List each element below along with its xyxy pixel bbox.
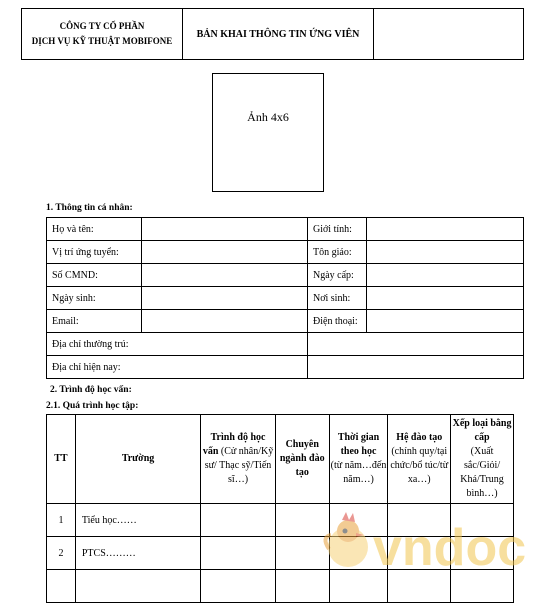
personal-info-table — [46, 217, 524, 379]
col-level-note: (Cử nhân/Kỹ sư/ Thạc sỹ/Tiến sĩ…) — [204, 446, 274, 485]
document-title: BẢN KHAI THÔNG TIN ỨNG VIÊN — [183, 9, 374, 60]
label-permanent-address: Địa chỉ thường trú: — [47, 333, 308, 356]
empty-cell — [201, 570, 276, 603]
level-cell[interactable] — [201, 504, 276, 537]
info-row — [47, 218, 524, 241]
col-degree-rank-note: (Xuất sắc/Giỏi/ Khá/Trung bình…) — [460, 446, 504, 499]
gender-field[interactable] — [367, 218, 524, 241]
email-field[interactable] — [142, 310, 308, 333]
row-number: 1 — [47, 504, 76, 537]
birth-place-field[interactable] — [367, 287, 524, 310]
col-time-note: (từ năm…đến năm…) — [330, 460, 387, 485]
label-issue-date: Ngày cấp: — [308, 264, 367, 287]
photo-box — [212, 73, 324, 192]
permanent-address-field[interactable] — [308, 333, 524, 356]
label-email: Email: — [47, 310, 142, 333]
label-full-name: Họ và tên: — [47, 218, 142, 241]
col-level-title: Trình độ học vấn — [202, 432, 266, 457]
col-training-type-title: Hệ đào tạo — [396, 432, 443, 443]
col-degree-rank-title: Xếp loại bằng cấp — [452, 418, 512, 443]
label-id-number: Số CMND: — [47, 264, 142, 287]
education-header-row — [47, 415, 514, 504]
photo-label: Ảnh 4x6 — [247, 110, 289, 124]
col-time — [329, 415, 388, 504]
col-training-type — [388, 415, 451, 504]
company-line-2: DỊCH VỤ KỸ THUẬT MOBIFONE — [31, 36, 173, 46]
level-cell[interactable] — [201, 537, 276, 570]
label-birth-place: Nơi sinh: — [308, 287, 367, 310]
watermark-text: vndoc — [373, 519, 527, 577]
col-time-title: Thời gian theo học — [337, 432, 380, 457]
vndoc-watermark-logo — [315, 507, 540, 577]
col-training-type-note: (chính quy/tại chức/bổ túc/từ xa…) — [390, 446, 449, 485]
section-education-heading: 2. Trình độ học vấn: — [50, 385, 132, 395]
company-name — [22, 9, 183, 60]
label-position: Vị trí ứng tuyển: — [47, 241, 142, 264]
position-field[interactable] — [142, 241, 308, 264]
company-line-1: CÔNG TY CỔ PHẦN — [59, 21, 145, 31]
religion-field[interactable] — [367, 241, 524, 264]
col-major: Chuyên ngành đào tạo — [275, 415, 329, 504]
issue-date-field[interactable] — [367, 264, 524, 287]
col-school: Trường — [75, 415, 200, 504]
section-personal-info-heading: 1. Thông tin cá nhân: — [46, 203, 133, 213]
info-row — [47, 333, 524, 356]
info-row — [47, 241, 524, 264]
school-cell: Tiểu học…… — [75, 504, 200, 537]
label-religion: Tôn giáo: — [308, 241, 367, 264]
col-level — [201, 415, 276, 504]
label-phone: Điện thoại: — [308, 310, 367, 333]
col-tt: TT — [47, 415, 76, 504]
birth-date-field[interactable] — [142, 287, 308, 310]
school-cell: PTCS……… — [75, 537, 200, 570]
info-row — [47, 310, 524, 333]
row-number: 2 — [47, 537, 76, 570]
info-row — [47, 287, 524, 310]
mascot-head — [337, 520, 359, 542]
label-gender: Giới tính: — [308, 218, 367, 241]
id-number-field[interactable] — [142, 264, 308, 287]
document-header — [21, 8, 524, 60]
info-row — [47, 264, 524, 287]
section-study-history-heading: 2.1. Quá trình học tập: — [46, 401, 139, 411]
info-row — [47, 356, 524, 379]
label-current-address: Địa chỉ hiện nay: — [47, 356, 308, 379]
full-name-field[interactable] — [142, 218, 308, 241]
col-degree-rank — [451, 415, 514, 504]
phone-field[interactable] — [367, 310, 524, 333]
header-blank-cell — [374, 9, 524, 60]
current-address-field[interactable] — [308, 356, 524, 379]
empty-cell — [47, 570, 76, 603]
label-birth-date: Ngày sinh: — [47, 287, 142, 310]
mascot-comb — [342, 512, 355, 522]
empty-cell — [75, 570, 200, 603]
